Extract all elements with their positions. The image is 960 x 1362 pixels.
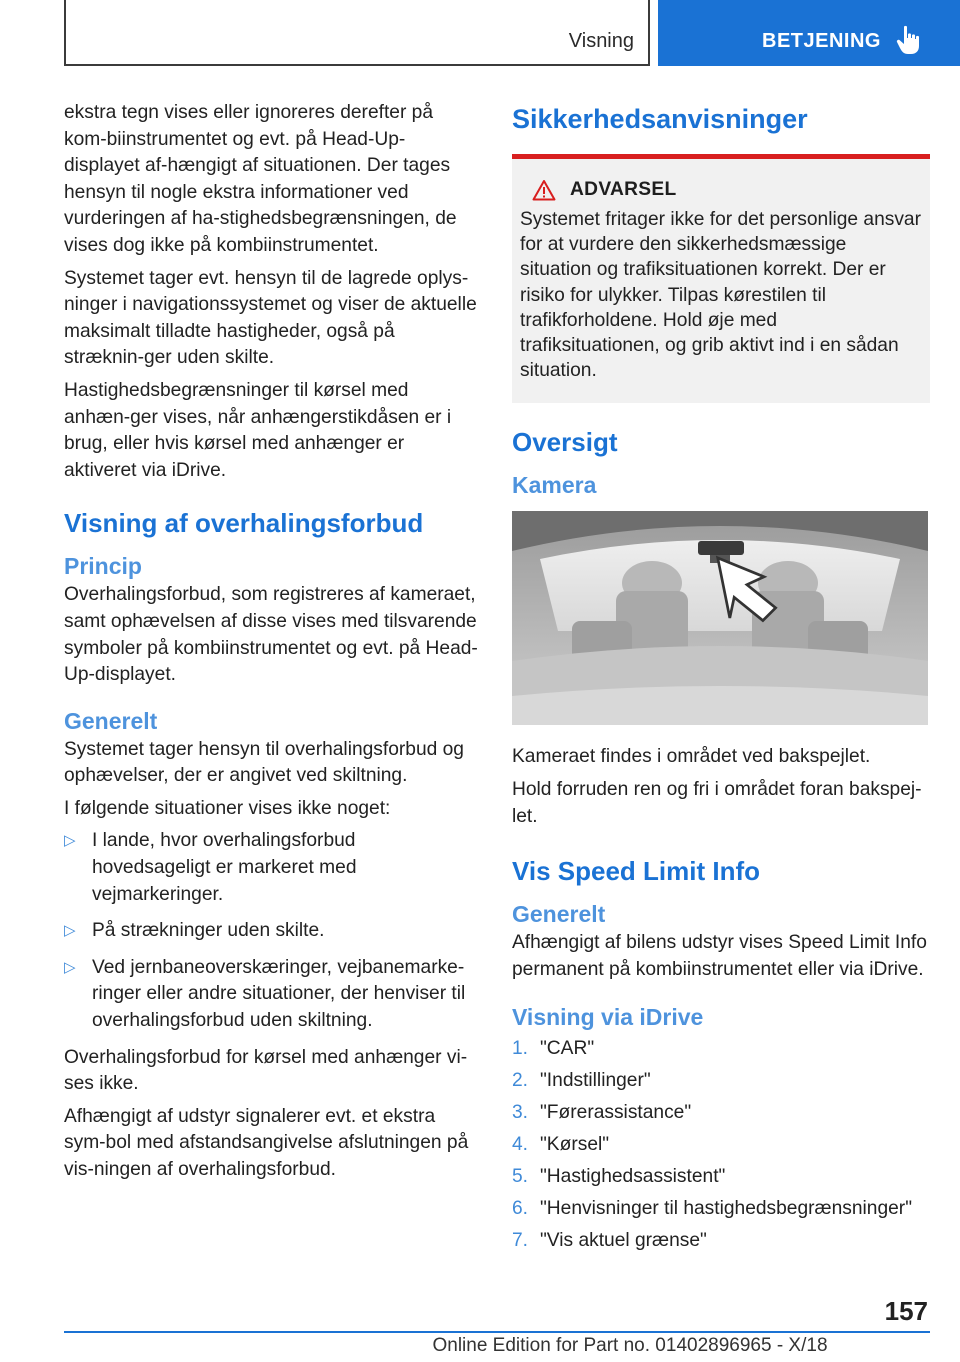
- paragraph-general-right: Afhængigt af bilens udstyr vises Speed Limit Info permanent på kombiinstrumentet eller via iDrive.: [512, 932, 927, 980]
- page-number: 157: [884, 1296, 928, 1326]
- paragraph-navigation: Systemet tager evt. hensyn til de lagrede oplys-ninger i navigationssystemet og viser de aktuelle maksimalt tilladte hastigheder, også på stræknin-ger uden skilte.: [64, 267, 477, 369]
- heading-general: Generelt: [64, 707, 158, 734]
- list-item: 7. "Vis aktuel grænse": [512, 1230, 707, 1252]
- triangle-bullet-icon: ▷: [64, 832, 76, 850]
- list-item: 2. "Indstillinger": [512, 1070, 651, 1092]
- list-item: ▷ I lande, hvor overhalingsforbud hovedsageligt er markeret med vejmarkeringer.: [64, 830, 357, 905]
- warning-text: Systemet fritager ikke for det personlige ansvar for at vurdere den sikkerhedsmæssige situation og trafiksituationen korrekt. Der er risiko for ulykker. Tilpas kørestilen til trafikforholdene. Hold øje med trafiksituationen, og grib aktivt ind i en sådan situation.: [520, 209, 921, 382]
- paragraph-situations: I følgende situationer vises ikke noget:: [64, 797, 391, 819]
- hand-pointer-icon: [896, 25, 922, 55]
- list-item: ▷ Ved jernbaneoverskæringer, vejbanemarke-ringer eller andre situationer, der henviser til overhalingsforbud uden skiltning.: [64, 956, 466, 1032]
- heading-overview: Oversigt: [512, 427, 618, 458]
- paragraph-general: Systemet tager hensyn til overhalingsforbud og ophævelser, der er angivet ved skiltning.: [64, 738, 464, 787]
- list-item: 3. "Førerassistance": [512, 1102, 692, 1124]
- section-label: Visning: [568, 30, 634, 52]
- header-chapter-tab: [658, 0, 960, 66]
- heading-principle: Princip: [64, 553, 142, 580]
- footer-edition: Online Edition for Part no. 01402896965 - X/18: [432, 1335, 828, 1356]
- triangle-bullet-icon: ▷: [64, 922, 76, 940]
- heading-general-right: Generelt: [512, 901, 606, 928]
- paragraph-trailer-limits: Hastighedsbegrænsninger til kørsel med anhæn-ger vises, når anhængerstikdåsen er i brug, eller hvis kørsel med anhænger er aktiveret via iDrive.: [64, 379, 452, 481]
- warning-triangle-icon: [532, 179, 556, 201]
- heading-overtake-display: Visning af overhalingsforbud: [64, 508, 424, 539]
- paragraph-signs: ekstra tegn vises eller ignoreres derefter på kom-biinstrumentet og evt. på Head-Up-displayet af-hængigt af situationen. Der tages hensyn til nogle ekstra informationer ved vurderingen af ha-stighedsbegrænsningen, de vises dog ikke på kombiinstrumentet.: [64, 102, 457, 256]
- heading-speed-limit-info: Vis Speed Limit Info: [512, 856, 761, 887]
- chapter-label: BETJENING: [762, 30, 881, 52]
- list-item: ▷ På strækninger uden skilte.: [64, 918, 478, 945]
- heading-safety: Sikkerhedsanvisninger: [512, 104, 808, 134]
- left-column: [64, 100, 478, 1190]
- footer-divider: [64, 1331, 930, 1333]
- paragraph-principle: Overhalingsforbud, som registreres af kameraet, samt ophævelsen af disse vises med tilsvarende symboler på kombiinstrumentet og evt. på Head-Up-displayet.: [64, 584, 478, 686]
- warning-box: [512, 154, 930, 403]
- heading-idrive: Visning via iDrive: [512, 1004, 704, 1031]
- paragraph-camera-clean: Hold forruden ren og fri i området foran bakspej-let.: [512, 779, 922, 827]
- paragraph-camera-location: Kameraet findes i området ved bakspejlet.: [512, 746, 871, 768]
- list-item: 6. "Henvisninger til hastighedsbegrænsninger": [512, 1198, 913, 1220]
- camera-location-photo: [512, 511, 928, 725]
- situation-list: [64, 828, 478, 1034]
- idrive-steps-list: [512, 1033, 930, 1257]
- right-column: [512, 100, 930, 1257]
- triangle-bullet-icon: ▷: [64, 958, 76, 976]
- list-item: 4. "Kørsel": [512, 1134, 610, 1156]
- list-item: 1. "CAR": [512, 1038, 595, 1060]
- paragraph-equipment: Afhængigt af udstyr signalerer evt. et ekstra sym-bol med afstandsangivelse afslutningen på vis-ningen af overhalingsforbud.: [64, 1105, 469, 1180]
- warning-title: ADVARSEL: [532, 179, 922, 201]
- paragraph-trailer-overtake: Overhalingsforbud for kørsel med anhænger vi-ses ikke.: [64, 1046, 468, 1095]
- heading-camera: Kamera: [512, 472, 597, 499]
- header-section-tab: [64, 0, 650, 66]
- list-item: 5. "Hastighedsassistent": [512, 1166, 726, 1188]
